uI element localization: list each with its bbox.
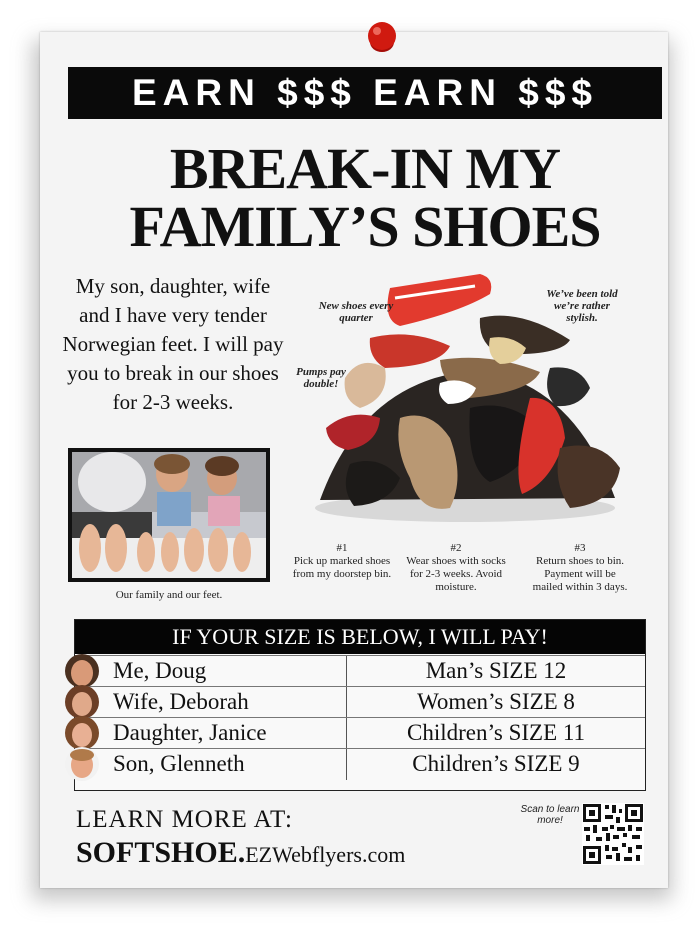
note-pumps: Pumps pay double! [296, 366, 346, 390]
size-table [74, 619, 646, 791]
scan-label: Scan to learn more! [520, 804, 580, 826]
row-name: Son, Glenneth [113, 751, 245, 776]
earn-banner: EARN $$$ EARN $$$ [68, 67, 662, 119]
step-2 [404, 542, 508, 594]
table-row [75, 655, 645, 687]
pitch-text: My son, daughter, wife and I have very tender Norwegian feet. I will pay you to break in our shoes for 2-3 weeks. [62, 274, 284, 414]
row-size: Man’s SIZE 12 [425, 658, 567, 683]
row-name: Daughter, Janice [113, 720, 267, 745]
row-size: Children’s SIZE 11 [406, 720, 586, 745]
size-table-header: IF YOUR SIZE IS BELOW, I WILL PAY! [75, 620, 645, 654]
step-1-number: #1 [336, 542, 348, 554]
table-row [75, 686, 645, 718]
avatar-janice [65, 716, 99, 750]
headline-line-1: BREAK-IN MY [169, 136, 561, 201]
family-feet-illustration [72, 452, 266, 578]
step-3 [528, 542, 632, 594]
table-row [75, 748, 645, 780]
url-rest: EZWebflyers.com [245, 842, 406, 867]
qr-code-icon[interactable] [582, 803, 644, 865]
url-main: SOFTSHOE. [76, 836, 246, 869]
push-pin-icon [365, 20, 399, 54]
avatar-doug [65, 654, 99, 688]
avatar-deborah [65, 685, 99, 719]
step-1-text: Pick up marked shoes from my doorstep bin. [292, 555, 392, 580]
website-url[interactable] [76, 836, 405, 870]
step-2-text: Wear shoes with socks for 2-3 weeks. Avoid moisture. [406, 555, 506, 593]
table-row [75, 717, 645, 749]
note-new-shoes: New shoes every quarter [318, 300, 394, 324]
step-3-number: #3 [574, 542, 586, 554]
row-name: Wife, Deborah [113, 689, 249, 714]
headline-line-2: FAMILY’S SHOES [129, 194, 601, 259]
photo-caption: Our family and our feet. [115, 589, 223, 601]
row-size: Children’s SIZE 9 [412, 751, 580, 776]
step-2-number: #2 [450, 542, 462, 554]
avatar-glenneth [65, 747, 99, 781]
row-size: Women’s SIZE 8 [417, 689, 575, 714]
row-name: Me, Doug [113, 658, 207, 683]
headline [60, 136, 670, 259]
family-feet-photo [68, 448, 270, 582]
learn-more-label: LEARN MORE AT: [76, 806, 293, 833]
step-3-text: Return shoes to bin. Payment will be mailed within 3 days. [532, 555, 628, 593]
note-stylish: We’ve been told we’re rather stylish. [546, 288, 618, 324]
step-1 [290, 542, 394, 581]
